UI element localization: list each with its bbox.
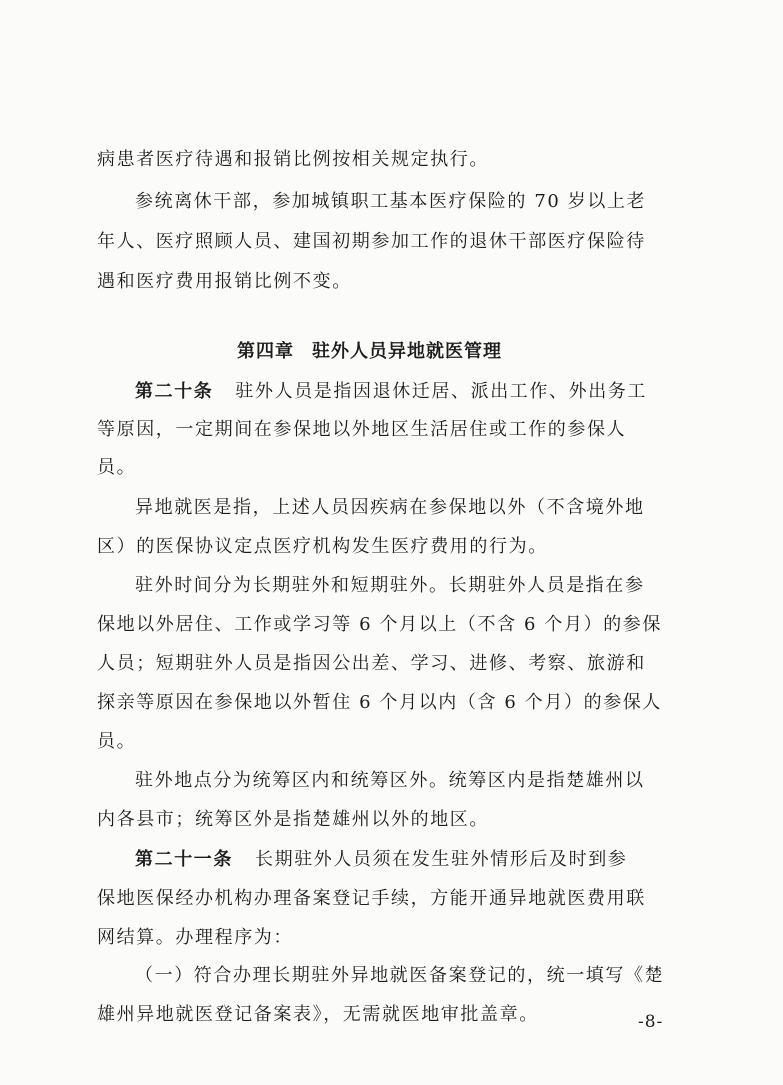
article-label: 第二十条 [135, 381, 214, 402]
text-line: 参统离休干部，参加城镇职工基本医疗保险的 70 岁以上老 [135, 191, 647, 212]
text-line: 员。 [97, 731, 137, 752]
text-line: 员。 [97, 457, 137, 478]
text-line: 雄州异地就医登记备案表》，无需就医地审批盖章。 [97, 1004, 539, 1025]
text-line: 保地医保经办机构办理备案登记手续，方能开通异地就医费用联 [97, 888, 646, 909]
text-line: 等原因，一定期间在参保地以外地区生活居住或工作的参保人 [97, 419, 627, 440]
page-number: -8- [638, 1012, 664, 1032]
text-line: 遇和医疗费用报销比例不变。 [97, 271, 352, 292]
text-line: 探亲等原因在参保地以外暂住 6 个月以内（含 6 个月）的参保人 [97, 692, 662, 713]
text-line: 长期驻外人员须在发生驻外情形后及时到参 [255, 849, 628, 870]
chapter-number: 第四章 [237, 341, 294, 362]
text-line: 驻外地点分为统筹区内和统筹区外。统筹区内是指楚雄州以 [135, 770, 645, 791]
text-line: 驻外人员是指因退休迁居、派出工作、外出务工 [235, 381, 648, 402]
text-line: 人员；短期驻外人员是指因公出差、学习、进修、考察、旅游和 [97, 653, 646, 674]
chapter-title: 驻外人员异地就医管理 [312, 341, 502, 362]
text-line: （一）符合办理长期驻外异地就医备案登记的，统一填写《楚 [135, 965, 665, 986]
text-line: 年人、医疗照顾人员、建国初期参加工作的退休干部医疗保险待 [97, 231, 646, 252]
chapter-heading [237, 340, 502, 364]
text-line: 病患者医疗待遇和报销比例按相关规定执行。 [97, 149, 489, 170]
text-line: 驻外时间分为长期驻外和短期驻外。长期驻外人员是指在参 [135, 575, 645, 596]
text-line: 网结算。办理程序为： [97, 927, 293, 948]
article-21-first-line [135, 848, 627, 872]
text-line: 异地就医是指，上述人员因疾病在参保地以外（不含境外地 [135, 497, 645, 518]
article-20-first-line [135, 380, 647, 404]
text-line: 区）的医保协议定点医疗机构发生医疗费用的行为。 [97, 536, 548, 557]
text-line: 内各县市；统筹区外是指楚雄州以外的地区。 [97, 809, 489, 830]
article-label: 第二十一条 [135, 849, 233, 870]
text-line: 保地以外居住、工作或学习等 6 个月以上（不含 6 个月）的参保 [97, 614, 662, 635]
